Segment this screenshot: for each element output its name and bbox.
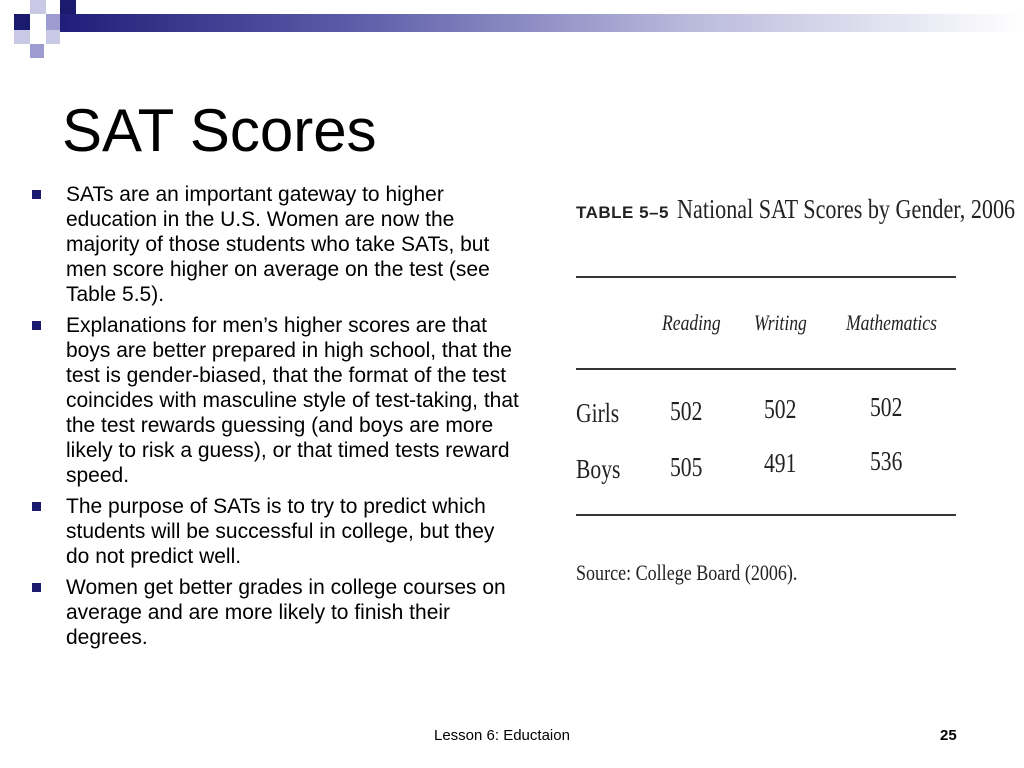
table-source: Source: College Board (2006).	[576, 560, 798, 585]
column-header-reading: Reading	[662, 310, 721, 335]
deco-square	[60, 0, 76, 14]
page-number: 25	[940, 727, 957, 744]
slide-footer: Lesson 6: Eductaion	[434, 727, 570, 744]
table-rule	[576, 368, 956, 370]
bullet-text: Explanations for men’s higher scores are that boys are better prepared in high school, that the test is gender-biased, that the format of the test coincides with masculine style of test-taking, that the test rewards guessing (and boys are more likely to risk a guess), or that timed tests reward speed.	[66, 314, 519, 487]
bullet-text: Women get better grades in college courses on average and are more likely to finish their degrees.	[66, 576, 506, 649]
column-header-writing: Writing	[754, 310, 807, 335]
table-rule	[576, 276, 956, 278]
table-cell: 502	[670, 396, 703, 426]
deco-square	[14, 30, 30, 44]
bullet-text: The purpose of SATs is to try to predict which students will be successful in college, but they do not predict well.	[66, 495, 495, 568]
gradient-bar	[60, 14, 1024, 32]
table-cell: 491	[764, 448, 797, 478]
table-cell: 502	[870, 392, 903, 422]
table-rule	[576, 514, 956, 516]
bullet-item	[32, 182, 522, 307]
bullet-list	[32, 182, 522, 656]
deco-square	[30, 44, 44, 58]
square-bullet-icon	[32, 190, 41, 199]
row-label-girls: Girls	[576, 398, 620, 428]
deco-square	[14, 14, 30, 30]
table-cell: 502	[764, 394, 797, 424]
sat-table-figure	[570, 190, 1016, 610]
square-bullet-icon	[32, 502, 41, 511]
column-header-mathematics: Mathematics	[846, 310, 937, 335]
table-cell: 505	[670, 452, 703, 482]
table-heading	[576, 194, 1024, 225]
table-cell: 536	[870, 446, 903, 476]
deco-square	[46, 30, 60, 44]
bullet-item	[32, 494, 522, 569]
table-caption: National SAT Scores by Gender, 2006	[677, 194, 1016, 224]
table-label: TABLE 5–5	[576, 203, 669, 222]
square-bullet-icon	[32, 583, 41, 592]
bullet-item	[32, 575, 522, 650]
row-label-boys: Boys	[576, 454, 621, 484]
slide-title: SAT Scores	[62, 97, 377, 164]
square-bullet-icon	[32, 321, 41, 330]
deco-square	[30, 0, 46, 14]
bullet-text: SATs are an important gateway to higher education in the U.S. Women are now the majority of those students who take SATs, but men score higher on average on the test (see Table 5.5).	[66, 183, 490, 306]
header-decoration	[0, 0, 1024, 50]
bullet-item	[32, 313, 522, 488]
